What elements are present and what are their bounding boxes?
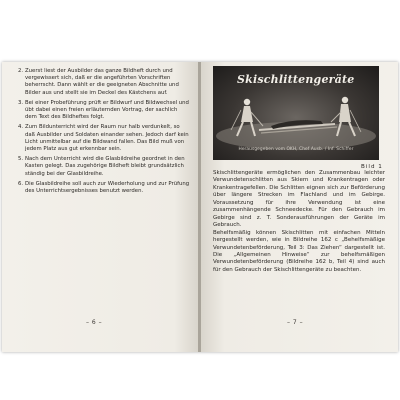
paragraph: Behelfsmäßig können Skischlitten mit einfachen Mitteln hergestellt werden, wie in Bildreihe 162 c „Behelfsmäßige Verwundetenbeförderung, Teil 3: Das Ziehen“ dargestellt ist. Die „Allgemeinen Hinweise“ zur behelfsmäßigen Verwundetenbeförderung (Bildreihe 162 b, Teil 4) sind auch für den Gebrauch der Skischlittengeräte zu beachten. [213,229,385,273]
list-item-number: 4. [18,124,24,131]
list-item [18,156,190,178]
open-booklet [2,62,398,352]
page-number-right: – 7 – [287,319,304,326]
list-item-text: Zum Bildunterricht wird der Raum nur halb verdunkelt, so daß Ausbilder und Soldaten einander sehen. Jedoch darf kein Licht unmittelbar auf die Bildwand fallen. Das Bild muß von jedem Platz aus gut erkennbar sein. [25,124,189,153]
list-item-text: Bei einer Probeführung prüft er Bildwurf und Bildwechsel und übt dabei einen freien erläuternden Vortrag, der sachlich dem Text des Bildheftes folgt. [25,99,189,121]
list-item-number: 3. [18,99,24,106]
paragraph: Skischlittengeräte ermöglichen den Zusammenbau leichter Verwundetenschlitten aus Skiern und Krankentragen oder Krankentragefellen. Die Schlitten eignen sich zur Beförderung über längere Strecken im Flachland und im Gebirge. Voraussetzung für ihre Verwendung ist eine zusammenhängende Schneedecke. Für den Gebrauch im Gebirge sind z. T. Sonderausführungen der Geräte im Gebrauch. [213,170,385,229]
list-item-number: 5. [18,156,24,163]
body-text [213,170,385,274]
list-item [18,68,190,97]
right-page [201,62,398,352]
left-page [2,62,198,352]
page-number-left: – 6 – [86,319,103,326]
list-item-text: Zuerst liest der Ausbilder das ganze Bildheft durch und vergewissert sich, daß er die angeführten Vorschriften beherrscht. Dann wählt er die geeigneten Abschnitte und Bilder aus und stellt sie im Deckel des Kästchens auf. [25,68,179,96]
photo-title: Skischlittengeräte [237,73,355,86]
list-item-text: Nach dem Unterricht wird die Glasbildreihe geordnet in den Kasten gelegt. Das zugehörige Bildheft bleibt grundsätzlich ständig bei der Glasbildreihe. [25,156,185,177]
list-item [18,124,190,153]
photo-skischlitten [213,66,379,160]
figure-label: Bild 1 [361,164,383,170]
list-item [18,100,190,122]
list-item-number: 2. [18,68,24,74]
list-item-text: Die Glasbildreihe soll auch zur Wiederholung und zur Prüfung des Unterrichtsergebnisses benutzt werden. [25,180,190,195]
list-item-number: 6. [18,180,24,187]
list-item [18,181,190,195]
photo-caption: Herausgegeben vom OKH, Chef Ausb. / Inf. Schiffer [238,147,354,152]
instruction-list [18,68,190,195]
